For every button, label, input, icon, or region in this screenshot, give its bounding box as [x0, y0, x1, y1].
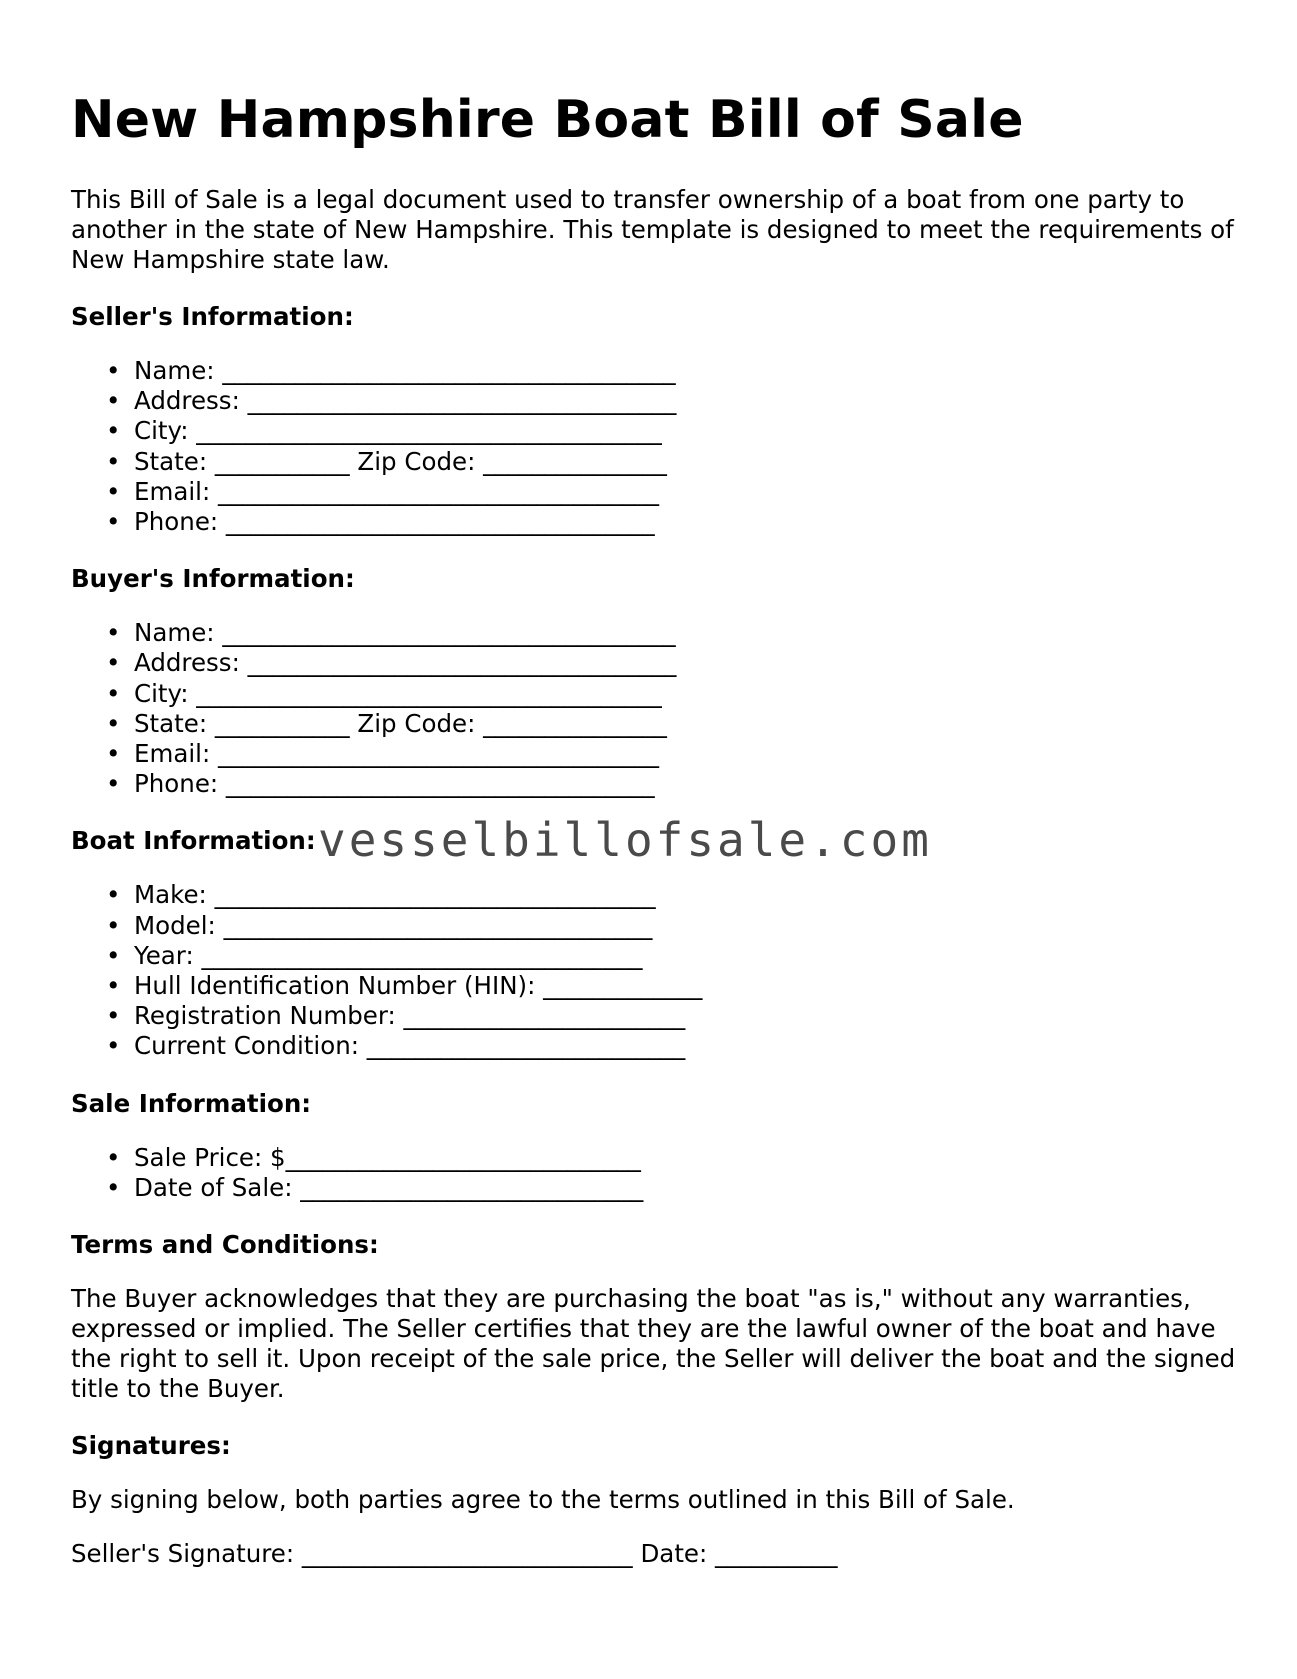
- bullet-icon: •: [106, 971, 121, 1001]
- list-item: • Registration Number: _______________________: [106, 1001, 686, 1031]
- bullet-icon: •: [106, 386, 121, 416]
- bullet-icon: •: [106, 648, 121, 678]
- list-item: • Current Condition: __________________________: [106, 1031, 686, 1061]
- list-item: • Name: _____________________________________: [106, 356, 676, 385]
- watermark: vesselbillofsale.com: [318, 813, 932, 867]
- list-item: • Sale Price: $_____________________________: [106, 1142, 641, 1172]
- bullet-icon: •: [106, 940, 121, 970]
- sale-list: [71, 1143, 1251, 1203]
- list-item: • State: ___________ Zip Code: _______________: [106, 708, 667, 738]
- list-item: • City: ______________________________________: [106, 416, 662, 446]
- bullet-icon: •: [106, 416, 121, 446]
- list-item: • Date of Sale: ____________________________: [106, 1172, 644, 1202]
- bullet-icon: •: [106, 1031, 121, 1061]
- bullet-icon: •: [106, 507, 121, 537]
- list-item: • Email: ____________________________________: [106, 739, 660, 769]
- bullet-icon: •: [106, 1142, 121, 1172]
- terms-heading: Terms and Conditions:: [71, 1230, 379, 1260]
- sale-heading: Sale Information:: [71, 1088, 312, 1118]
- intro-paragraph: This Bill of Sale is a legal document used to transfer ownership of a boat from one party to another in the state of New Hampshire. This template is designed to meet the requirements of New Hampshire state law.: [71, 185, 1234, 274]
- list-item: • Address: ___________________________________: [106, 386, 677, 416]
- list-item: • City: ______________________________________: [106, 678, 662, 708]
- bullet-icon: •: [106, 1001, 121, 1031]
- bullet-icon: •: [106, 1172, 121, 1202]
- bullet-icon: •: [106, 769, 121, 799]
- list-item: • Make: ____________________________________: [106, 880, 656, 910]
- list-item: • Phone: ___________________________________: [106, 769, 655, 799]
- bullet-icon: •: [106, 708, 121, 738]
- bullet-icon: •: [106, 618, 121, 648]
- list-item: • Hull Identification Number (HIN): _____________: [106, 971, 703, 1001]
- buyer-heading: Buyer's Information:: [71, 564, 355, 594]
- list-item: • State: ___________ Zip Code: _______________: [106, 446, 667, 476]
- list-item: • Model: ___________________________________: [106, 910, 653, 940]
- signatures-heading: Signatures:: [71, 1431, 231, 1461]
- list-item: • Phone: ___________________________________: [106, 507, 655, 537]
- list-item: • Year: ____________________________________: [106, 940, 643, 970]
- seller-heading: Seller's Information:: [71, 302, 354, 331]
- boat-list: [71, 880, 1251, 1061]
- signatures-intro: By signing below, both parties agree to the terms outlined in this Bill of Sale.: [71, 1485, 1015, 1515]
- seller-list: [71, 356, 1251, 537]
- buyer-list: [71, 618, 1251, 799]
- bullet-icon: •: [106, 476, 121, 506]
- bullet-icon: •: [106, 356, 121, 385]
- bullet-icon: •: [106, 446, 121, 476]
- bullet-icon: •: [106, 678, 121, 708]
- terms-paragraph: The Buyer acknowledges that they are purchasing the boat "as is," without any warranties, expressed or implied. The Seller certifies that they are the lawful owner of the boat and have the right to sell it. Upon receipt of the sale price, the Seller will deliver the boat and the signed title to the Buyer.: [71, 1284, 1236, 1404]
- list-item: • Name: _____________________________________: [106, 618, 676, 648]
- bullet-icon: •: [106, 910, 121, 940]
- boat-heading: Boat Information:: [71, 826, 316, 856]
- bullet-icon: •: [106, 739, 121, 769]
- bullet-icon: •: [106, 880, 121, 910]
- page-title: New Hampshire Boat Bill of Sale: [71, 90, 1024, 150]
- list-item: • Address: ___________________________________: [106, 648, 677, 678]
- list-item: • Email: ____________________________________: [106, 476, 660, 506]
- seller-signature-line: Seller's Signature: ___________________________ Date: __________: [71, 1539, 838, 1569]
